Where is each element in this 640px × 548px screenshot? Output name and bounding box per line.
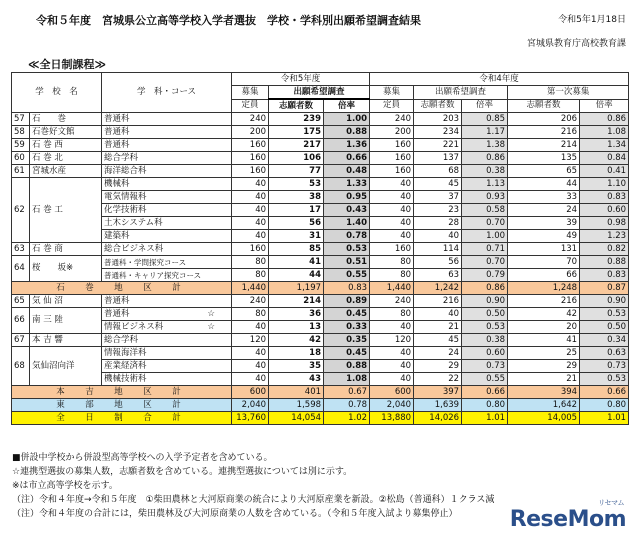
cell-first-bairitsu-r4: 0.34 [580, 334, 629, 347]
cell-shigan-r4: 14,026 [414, 412, 462, 425]
cell-shigan-r5: 14,054 [269, 412, 324, 425]
cell-teiin-r4: 40 [370, 321, 414, 334]
cell-shigan-r5: 17 [269, 204, 324, 217]
header-first-shigan-r4: 志願者数 [508, 99, 580, 113]
cell-shigan-r5: 31 [269, 230, 324, 243]
cell-shigan-r4: 21 [414, 321, 462, 334]
cell-bairitsu-r5: 0.53 [324, 243, 370, 256]
cell-bairitsu-r4: 0.70 [462, 256, 508, 269]
issuer: 宮城県教育庁高校教育課 [526, 39, 626, 49]
note-line: ■併設中学校から併設型高等学校への入学予定者を含めている。 [12, 453, 273, 463]
logo-kana: リセマム [598, 499, 624, 507]
cell-shigan-r4: 221 [414, 139, 462, 152]
cell-teiin-r4: 120 [370, 334, 414, 347]
course-name: 土木システム科 [102, 217, 232, 230]
note-line: （注）令和４年度の合計には，柴田農林及び大河原商業の人数を含めている。（令和５年度入試より募集停止） [12, 509, 458, 519]
cell-shigan-r5: 217 [269, 139, 324, 152]
cell-first-shigan-r4: 41 [508, 334, 580, 347]
cell-first-bairitsu-r4: 0.86 [580, 113, 629, 126]
course-name: 普通科・キャリア探究コース [102, 269, 232, 282]
cell-teiin-r5: 160 [232, 243, 269, 256]
cell-teiin-r4: 80 [370, 256, 414, 269]
cell-bairitsu-r4: 0.73 [462, 360, 508, 373]
cell-teiin-r4: 160 [370, 139, 414, 152]
cell-first-shigan-r4: 135 [508, 152, 580, 165]
cell-shigan-r5: 85 [269, 243, 324, 256]
cell-shigan-r4: 45 [414, 334, 462, 347]
school-no: 66 [12, 308, 30, 334]
district-total-label: 本 吉 地 区 計 [12, 386, 232, 399]
header-r5: 令和5年度 [232, 73, 370, 86]
section-title: ≪全日制課程≫ [28, 58, 107, 71]
table-row [12, 126, 629, 139]
course-name: 海洋総合科 [102, 165, 232, 178]
cell-bairitsu-r5: 0.95 [324, 191, 370, 204]
cell-bairitsu-r5: 0.88 [324, 360, 370, 373]
cell-bairitsu-r5: 0.66 [324, 152, 370, 165]
cell-first-bairitsu-r4: 0.80 [580, 399, 629, 412]
table-row [12, 191, 629, 204]
logo-text: ReseMom [509, 507, 626, 532]
course-name: 普通科 ☆ [102, 308, 232, 321]
cell-first-shigan-r4: 70 [508, 256, 580, 269]
cell-teiin-r5: 40 [232, 360, 269, 373]
grand-total-label: 全 日 制 合 計 [12, 412, 232, 425]
cell-first-shigan-r4: 216 [508, 126, 580, 139]
school-name: 石 巻 商 [30, 243, 102, 256]
cell-first-bairitsu-r4: 1.34 [580, 139, 629, 152]
course-name: 総合ビジネス科 [102, 243, 232, 256]
cell-bairitsu-r5: 0.51 [324, 256, 370, 269]
cell-first-shigan-r4: 206 [508, 113, 580, 126]
school-no: 61 [12, 165, 30, 178]
cell-bairitsu-r5: 0.67 [324, 386, 370, 399]
cell-teiin-r5: 40 [232, 347, 269, 360]
header-survey-r5: 出願希望調査 [269, 86, 370, 100]
cell-teiin-r4: 600 [370, 386, 414, 399]
table-row [12, 230, 629, 243]
cell-teiin-r4: 13,880 [370, 412, 414, 425]
cell-shigan-r4: 68 [414, 165, 462, 178]
cell-shigan-r5: 41 [269, 256, 324, 269]
cell-first-bairitsu-r4: 1.23 [580, 230, 629, 243]
cell-bairitsu-r4: 0.86 [462, 152, 508, 165]
cell-bairitsu-r5: 1.02 [324, 412, 370, 425]
course-name: 普通科 [102, 126, 232, 139]
cell-shigan-r5: 239 [269, 113, 324, 126]
notes [12, 451, 494, 521]
cell-teiin-r4: 240 [370, 113, 414, 126]
school-no: 60 [12, 152, 30, 165]
cell-shigan-r4: 203 [414, 113, 462, 126]
cell-teiin-r4: 40 [370, 373, 414, 386]
resemom-logo [509, 499, 626, 532]
cell-teiin-r5: 40 [232, 191, 269, 204]
cell-shigan-r5: 175 [269, 126, 324, 139]
cell-bairitsu-r4: 0.50 [462, 308, 508, 321]
header-survey-r4: 出願希望調査 [414, 86, 508, 100]
cell-teiin-r5: 80 [232, 269, 269, 282]
table-row [12, 152, 629, 165]
cell-teiin-r5: 600 [232, 386, 269, 399]
course-name: 総合学科 [102, 152, 232, 165]
grand-total-row [12, 412, 629, 425]
cell-bairitsu-r5: 0.43 [324, 204, 370, 217]
cell-teiin-r4: 2,040 [370, 399, 414, 412]
cell-bairitsu-r5: 0.48 [324, 165, 370, 178]
cell-first-bairitsu-r4: 1.10 [580, 178, 629, 191]
cell-teiin-r5: 80 [232, 308, 269, 321]
table-row [12, 321, 629, 334]
tobu-total-label: 東 部 地 区 計 [12, 399, 232, 412]
table-row [12, 269, 629, 282]
table-row [12, 295, 629, 308]
cell-first-bairitsu-r4: 0.88 [580, 256, 629, 269]
cell-first-shigan-r4: 42 [508, 308, 580, 321]
cell-shigan-r4: 397 [414, 386, 462, 399]
table-row [12, 347, 629, 360]
cell-bairitsu-r4: 0.85 [462, 113, 508, 126]
course-name: 電気情報科 [102, 191, 232, 204]
district-total-row [12, 386, 629, 399]
course-name: 産業経済科 [102, 360, 232, 373]
cell-teiin-r4: 160 [370, 165, 414, 178]
cell-teiin-r5: 160 [232, 165, 269, 178]
cell-first-bairitsu-r4: 0.53 [580, 373, 629, 386]
cell-teiin-r5: 40 [232, 373, 269, 386]
course-name: 普通科 [102, 113, 232, 126]
renkei-mark: ☆ [207, 308, 216, 319]
cell-teiin-r5: 160 [232, 139, 269, 152]
district-total-label: 石 巻 地 区 計 [12, 282, 232, 295]
cell-bairitsu-r4: 0.90 [462, 295, 508, 308]
cell-first-shigan-r4: 14,005 [508, 412, 580, 425]
cell-shigan-r5: 18 [269, 347, 324, 360]
header-first-bairitsu-r4: 倍率 [580, 99, 629, 113]
cell-bairitsu-r4: 0.60 [462, 347, 508, 360]
cell-shigan-r4: 1,639 [414, 399, 462, 412]
school-name: 石 巻 [30, 113, 102, 126]
cell-first-shigan-r4: 25 [508, 347, 580, 360]
header-boshu-r5: 募集 [232, 86, 269, 100]
school-no: 64 [12, 256, 30, 282]
cell-first-shigan-r4: 20 [508, 321, 580, 334]
header-course: 学 科・コース [102, 73, 232, 113]
cell-shigan-r4: 40 [414, 230, 462, 243]
cell-bairitsu-r4: 0.79 [462, 269, 508, 282]
cell-bairitsu-r4: 1.00 [462, 230, 508, 243]
cell-first-bairitsu-r4: 0.83 [580, 191, 629, 204]
cell-teiin-r4: 80 [370, 269, 414, 282]
cell-first-shigan-r4: 66 [508, 269, 580, 282]
note-line: ※は市立高等学校を示す。 [12, 481, 118, 491]
course-name: 機械科 [102, 178, 232, 191]
cell-teiin-r4: 80 [370, 308, 414, 321]
cell-bairitsu-r5: 1.08 [324, 373, 370, 386]
cell-shigan-r4: 234 [414, 126, 462, 139]
cell-bairitsu-r5: 0.78 [324, 399, 370, 412]
header-shigan-r4: 志願者数 [414, 99, 462, 113]
cell-bairitsu-r4: 0.38 [462, 165, 508, 178]
cell-bairitsu-r5: 0.35 [324, 334, 370, 347]
cell-first-shigan-r4: 44 [508, 178, 580, 191]
cell-first-shigan-r4: 1,642 [508, 399, 580, 412]
school-no: 57 [12, 113, 30, 126]
header-shigan-r5: 志願者数 [269, 99, 324, 113]
note-line: （注）令和４年度→令和５年度 ①柴田農林と大河原商業の統合により大河原産業を新設。②松島（普通科）１クラス減 [12, 495, 495, 505]
cell-shigan-r5: 13 [269, 321, 324, 334]
cell-first-bairitsu-r4: 1.01 [580, 412, 629, 425]
cell-first-shigan-r4: 39 [508, 217, 580, 230]
tobu-total-row [12, 399, 629, 412]
cell-first-shigan-r4: 33 [508, 191, 580, 204]
cell-first-bairitsu-r4: 0.66 [580, 386, 629, 399]
cell-first-bairitsu-r4: 0.84 [580, 152, 629, 165]
table-row [12, 360, 629, 373]
cell-teiin-r4: 40 [370, 217, 414, 230]
header-teiin-r5: 定員 [232, 99, 269, 113]
cell-shigan-r4: 114 [414, 243, 462, 256]
cell-teiin-r5: 40 [232, 321, 269, 334]
cell-bairitsu-r4: 1.38 [462, 139, 508, 152]
cell-first-shigan-r4: 216 [508, 295, 580, 308]
cell-bairitsu-r4: 0.55 [462, 373, 508, 386]
cell-shigan-r4: 56 [414, 256, 462, 269]
cell-shigan-r4: 23 [414, 204, 462, 217]
cell-bairitsu-r5: 1.40 [324, 217, 370, 230]
table-row [12, 178, 629, 191]
cell-shigan-r4: 37 [414, 191, 462, 204]
cell-bairitsu-r5: 1.00 [324, 113, 370, 126]
school-no: 59 [12, 139, 30, 152]
cell-first-bairitsu-r4: 0.87 [580, 282, 629, 295]
cell-teiin-r4: 160 [370, 152, 414, 165]
header-school: 学 校 名 [12, 73, 102, 113]
cell-bairitsu-r4: 1.17 [462, 126, 508, 139]
school-name: 気 仙 沼 [30, 295, 102, 308]
cell-teiin-r4: 160 [370, 243, 414, 256]
table-row [12, 139, 629, 152]
cell-shigan-r4: 216 [414, 295, 462, 308]
report-date: 令和5年1月18日 [558, 15, 626, 25]
cell-shigan-r5: 53 [269, 178, 324, 191]
cell-first-shigan-r4: 21 [508, 373, 580, 386]
cell-bairitsu-r4: 0.93 [462, 191, 508, 204]
cell-teiin-r5: 120 [232, 334, 269, 347]
cell-shigan-r5: 77 [269, 165, 324, 178]
cell-teiin-r5: 160 [232, 152, 269, 165]
cell-bairitsu-r4: 0.58 [462, 204, 508, 217]
school-name: 宮城水産 [30, 165, 102, 178]
cell-teiin-r5: 240 [232, 113, 269, 126]
cell-shigan-r5: 44 [269, 269, 324, 282]
cell-teiin-r5: 80 [232, 256, 269, 269]
cell-first-bairitsu-r4: 0.90 [580, 295, 629, 308]
cell-first-shigan-r4: 214 [508, 139, 580, 152]
cell-teiin-r5: 40 [232, 178, 269, 191]
school-name: 本 吉 響 [30, 334, 102, 347]
cell-teiin-r5: 40 [232, 230, 269, 243]
cell-teiin-r5: 200 [232, 126, 269, 139]
table-row [12, 373, 629, 386]
header-bairitsu-r5: 倍率 [324, 99, 370, 113]
cell-teiin-r4: 40 [370, 178, 414, 191]
cell-shigan-r5: 214 [269, 295, 324, 308]
cell-teiin-r4: 40 [370, 191, 414, 204]
cell-teiin-r4: 40 [370, 347, 414, 360]
cell-bairitsu-r5: 0.88 [324, 126, 370, 139]
table-row [12, 113, 629, 126]
cell-shigan-r5: 401 [269, 386, 324, 399]
school-name: 石 巻 工 [30, 178, 102, 243]
cell-first-bairitsu-r4: 0.60 [580, 204, 629, 217]
cell-first-shigan-r4: 394 [508, 386, 580, 399]
cell-bairitsu-r4: 0.71 [462, 243, 508, 256]
cell-bairitsu-r4: 0.66 [462, 386, 508, 399]
course-name: 普通科・学問探究コース [102, 256, 232, 269]
cell-shigan-r5: 42 [269, 334, 324, 347]
cell-teiin-r5: 13,760 [232, 412, 269, 425]
cell-first-bairitsu-r4: 0.63 [580, 347, 629, 360]
cell-bairitsu-r4: 0.86 [462, 282, 508, 295]
course-name: 総合学科 [102, 334, 232, 347]
cell-teiin-r5: 40 [232, 217, 269, 230]
cell-first-bairitsu-r4: 0.41 [580, 165, 629, 178]
cell-shigan-r5: 106 [269, 152, 324, 165]
school-no: 68 [12, 347, 30, 386]
cell-bairitsu-r4: 0.38 [462, 334, 508, 347]
school-no: 63 [12, 243, 30, 256]
renkei-mark: ☆ [207, 321, 216, 332]
cell-teiin-r4: 40 [370, 204, 414, 217]
note-line: ☆連携型選抜の募集人数，志願者数を含めている。連携型選抜については別に示す。 [12, 467, 353, 477]
table-row [12, 165, 629, 178]
cell-first-shigan-r4: 1,248 [508, 282, 580, 295]
school-no: 65 [12, 295, 30, 308]
cell-first-bairitsu-r4: 0.83 [580, 269, 629, 282]
cell-teiin-r5: 240 [232, 295, 269, 308]
page-title: 令和５年度 宮城県公立高等学校入学者選抜 学校・学科別出願希望調査結果 [36, 14, 421, 27]
cell-teiin-r4: 40 [370, 360, 414, 373]
cell-shigan-r5: 36 [269, 308, 324, 321]
cell-shigan-r4: 63 [414, 269, 462, 282]
table-row [12, 217, 629, 230]
cell-shigan-r4: 22 [414, 373, 462, 386]
cell-first-shigan-r4: 131 [508, 243, 580, 256]
header-boshu-r4: 募集 [370, 86, 414, 100]
cell-shigan-r5: 38 [269, 191, 324, 204]
school-name: 石 巻 北 [30, 152, 102, 165]
school-name: 南 三 陸 [30, 308, 102, 334]
school-name: 石巻好文館 [30, 126, 102, 139]
cell-bairitsu-r4: 0.80 [462, 399, 508, 412]
table-row [12, 204, 629, 217]
district-total-row [12, 282, 629, 295]
cell-shigan-r4: 24 [414, 347, 462, 360]
cell-first-bairitsu-r4: 0.53 [580, 308, 629, 321]
cell-shigan-r5: 43 [269, 373, 324, 386]
school-no: 58 [12, 126, 30, 139]
cell-first-bairitsu-r4: 0.98 [580, 217, 629, 230]
cell-first-bairitsu-r4: 0.73 [580, 360, 629, 373]
cell-bairitsu-r5: 0.83 [324, 282, 370, 295]
course-name: 情報海洋科 [102, 347, 232, 360]
table-row [12, 334, 629, 347]
survey-table [11, 72, 629, 425]
cell-shigan-r5: 1,598 [269, 399, 324, 412]
cell-teiin-r5: 40 [232, 204, 269, 217]
header-first-r4: 第一次募集 [508, 86, 629, 100]
cell-bairitsu-r4: 1.13 [462, 178, 508, 191]
cell-bairitsu-r5: 0.55 [324, 269, 370, 282]
cell-teiin-r5: 2,040 [232, 399, 269, 412]
cell-teiin-r4: 1,440 [370, 282, 414, 295]
table-row [12, 256, 629, 269]
header-bairitsu-r4: 倍率 [462, 99, 508, 113]
cell-first-shigan-r4: 24 [508, 204, 580, 217]
cell-bairitsu-r5: 0.45 [324, 347, 370, 360]
cell-bairitsu-r5: 0.78 [324, 230, 370, 243]
cell-teiin-r4: 240 [370, 295, 414, 308]
cell-bairitsu-r4: 0.70 [462, 217, 508, 230]
cell-bairitsu-r5: 1.36 [324, 139, 370, 152]
school-no: 67 [12, 334, 30, 347]
cell-bairitsu-r5: 1.33 [324, 178, 370, 191]
school-name: 石 巻 西 [30, 139, 102, 152]
cell-bairitsu-r4: 1.01 [462, 412, 508, 425]
cell-bairitsu-r4: 0.53 [462, 321, 508, 334]
header-r4: 令和4年度 [370, 73, 629, 86]
cell-shigan-r4: 137 [414, 152, 462, 165]
cell-bairitsu-r5: 0.45 [324, 308, 370, 321]
cell-shigan-r4: 28 [414, 217, 462, 230]
cell-first-bairitsu-r4: 0.82 [580, 243, 629, 256]
course-name: 化学技術科 [102, 204, 232, 217]
course-name: 情報ビジネス科 ☆ [102, 321, 232, 334]
cell-teiin-r5: 1,440 [232, 282, 269, 295]
course-name: 機械技術科 [102, 373, 232, 386]
cell-first-shigan-r4: 49 [508, 230, 580, 243]
cell-shigan-r4: 40 [414, 308, 462, 321]
cell-first-shigan-r4: 65 [508, 165, 580, 178]
cell-teiin-r4: 40 [370, 230, 414, 243]
cell-shigan-r5: 56 [269, 217, 324, 230]
cell-shigan-r5: 1,197 [269, 282, 324, 295]
cell-bairitsu-r5: 0.33 [324, 321, 370, 334]
course-name: 建築科 [102, 230, 232, 243]
cell-shigan-r4: 1,242 [414, 282, 462, 295]
header-teiin-r4: 定員 [370, 99, 414, 113]
cell-shigan-r5: 35 [269, 360, 324, 373]
cell-first-shigan-r4: 29 [508, 360, 580, 373]
cell-first-bairitsu-r4: 1.08 [580, 126, 629, 139]
course-name: 普通科 [102, 139, 232, 152]
cell-shigan-r4: 29 [414, 360, 462, 373]
school-name: 桜 坂※ [30, 256, 102, 282]
school-no: 62 [12, 178, 30, 243]
cell-first-bairitsu-r4: 0.50 [580, 321, 629, 334]
course-name: 普通科 [102, 295, 232, 308]
cell-teiin-r4: 200 [370, 126, 414, 139]
cell-shigan-r4: 45 [414, 178, 462, 191]
table-row [12, 243, 629, 256]
table-row [12, 308, 629, 321]
cell-bairitsu-r5: 0.89 [324, 295, 370, 308]
school-name: 気仙沼向洋 [30, 347, 102, 386]
